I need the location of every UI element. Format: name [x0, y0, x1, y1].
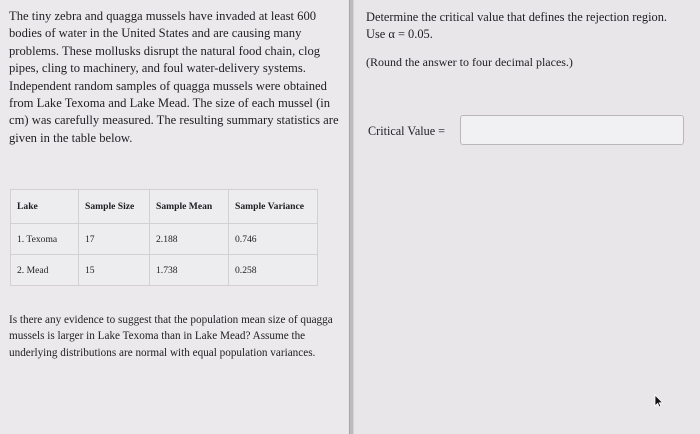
table-cell: 2. Mead: [11, 255, 79, 286]
task-instruction-line1: Determine the critical value that defines the rejection region.: [366, 10, 668, 24]
problem-pane: [0, 0, 348, 434]
problem-question: Is there any evidence to suggest that the population mean size of quagga mussels is larger in Lake Texoma than in Lake Mead? Assume the underlying distributions are normal with equal population variances.: [9, 314, 333, 359]
table-cell: 2.188: [150, 224, 229, 255]
table-header-cell: Sample Mean: [150, 190, 229, 224]
critical-value-label: Critical Value =: [368, 124, 446, 138]
table-cell: 1. Texoma: [11, 224, 79, 255]
table-row: [11, 224, 318, 255]
rounding-note: (Round the answer to four decimal places.): [366, 55, 573, 69]
task-instruction-line2: Use α = 0.05.: [366, 27, 433, 42]
summary-statistics-table: [10, 189, 318, 286]
task-instruction: [366, 9, 696, 44]
table-header-cell: Sample Size: [79, 190, 150, 224]
table-header-cell: Sample Variance: [229, 190, 318, 224]
table-cell: 0.746: [229, 224, 318, 255]
table-cell: 17: [79, 224, 150, 255]
problem-intro: The tiny zebra and quagga mussels have invaded at least 600 bodies of water in the United States and are causing many problems. These mollusks disrupt the natural food chain, clog pipes, cling to machinery, and foul water-delivery systems. Independent random samples of quagga mussels were obtained from Lake Texoma and Lake Mead. The size of each mussel (in cm) was carefully measured. The resulting summary statistics are given in the table below.: [9, 9, 339, 145]
table-header-cell: Lake: [11, 190, 79, 224]
mouse-pointer-icon: [654, 394, 664, 408]
critical-value-input[interactable]: [460, 115, 684, 145]
answer-pane: [354, 0, 700, 434]
table-cell: 1.738: [150, 255, 229, 286]
table-cell: 15: [79, 255, 150, 286]
table-cell: 0.258: [229, 255, 318, 286]
table-header-row: [11, 190, 318, 224]
table-row: [11, 255, 318, 286]
